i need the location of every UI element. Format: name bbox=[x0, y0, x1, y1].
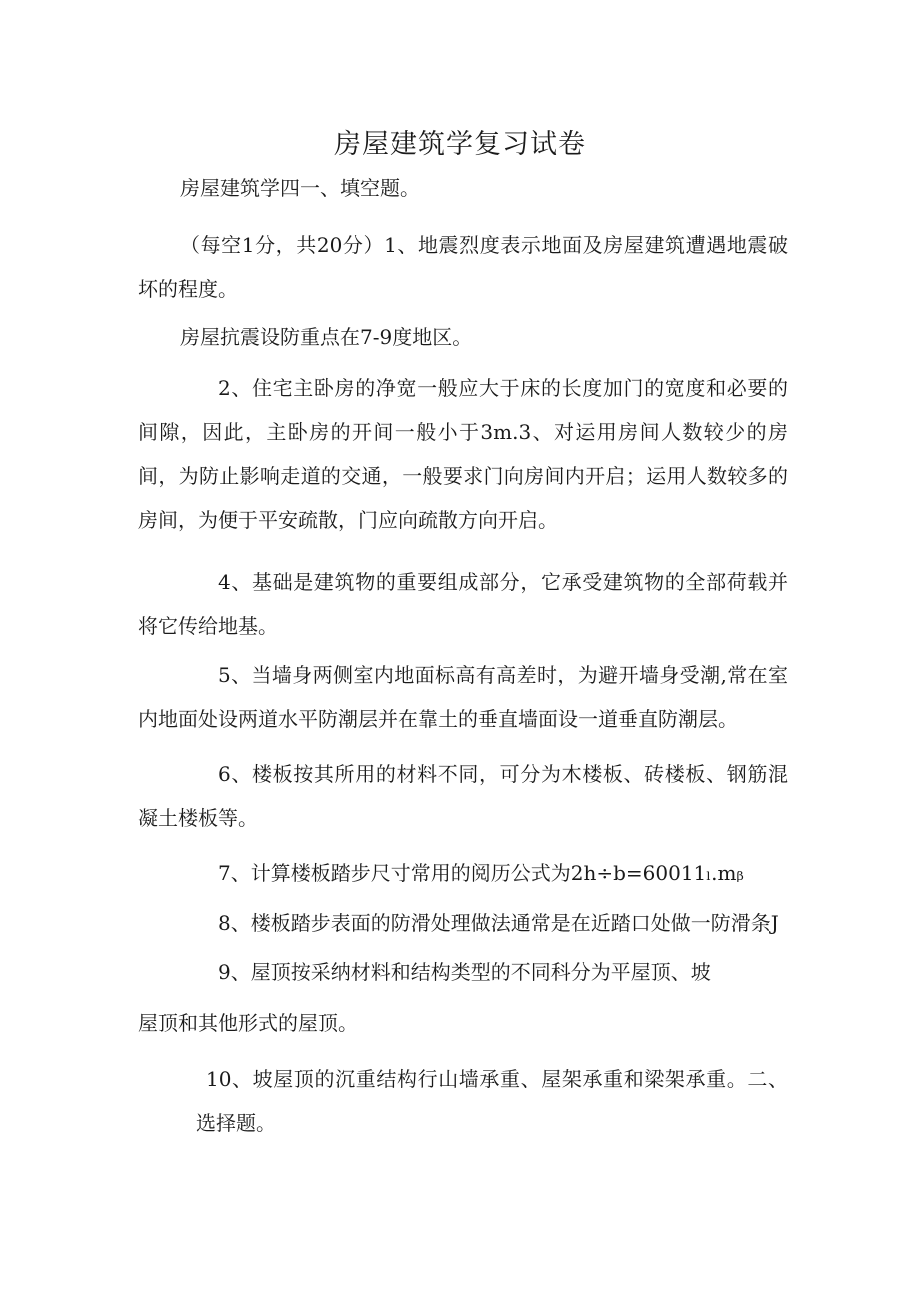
paragraph-item-4: 4、基础是建筑物的重要组成部分，它承受建筑物的全部荷载并将它传给地基。 bbox=[138, 570, 788, 638]
paragraph-item-10: 10、坡屋顶的沉重结构行山墙承重、屋架承重和梁架承重。二、选择题。 bbox=[196, 1067, 788, 1135]
document-title: 房屋建筑学复习试卷 bbox=[334, 129, 586, 161]
paragraph-item-6: 6、楼板按其所用的材料不同，可分为木楼板、砖楼板、钢筋混凝土楼板等。 bbox=[138, 762, 788, 830]
paragraph-item-1: （每空1分，共20分）1、地震烈度表示地面及房屋建筑遭遇地震破坏的程度。 bbox=[138, 233, 788, 301]
paragraph-item-8: 8、楼板踏步表面的防滑处理做法通常是在近踏口处做一防滑条J bbox=[218, 911, 779, 935]
paragraph-item-2-3: 2、住宅主卧房的净宽一般应大于床的长度加门的宽度和必要的间隙，因此，主卧房的开间一般小于3m.3、对运用房间人数较少的房间，为防止影响走道的交通，一般要求门向房间内开启；运用人数较多的房间，为便于平安疏散，门应向疏散方向开启。 bbox=[138, 376, 788, 532]
paragraph-item-9: 9、屋顶按采纳材料和结构类型的不同科分为平屋顶、坡 bbox=[218, 960, 711, 984]
paragraph-item-7: 7、计算楼板踏步尺寸常用的阅历公式为2h÷b=60011ₗ.mᵦ bbox=[218, 861, 744, 885]
paragraph-item-5: 5、当墙身两侧室内地面标高有高差时，为避开墙身受潮,常在室内地面处设两道水平防潮层并在靠土的垂直墙面设一道垂直防潮层。 bbox=[138, 663, 788, 731]
paragraph-item-9-continued: 屋顶和其他形式的屋顶。 bbox=[138, 1011, 358, 1035]
paragraph-seismic-note: 房屋抗震设防重点在7-9度地区。 bbox=[180, 325, 473, 349]
paragraph-section-heading: 房屋建筑学四一、填空题。 bbox=[180, 176, 420, 200]
